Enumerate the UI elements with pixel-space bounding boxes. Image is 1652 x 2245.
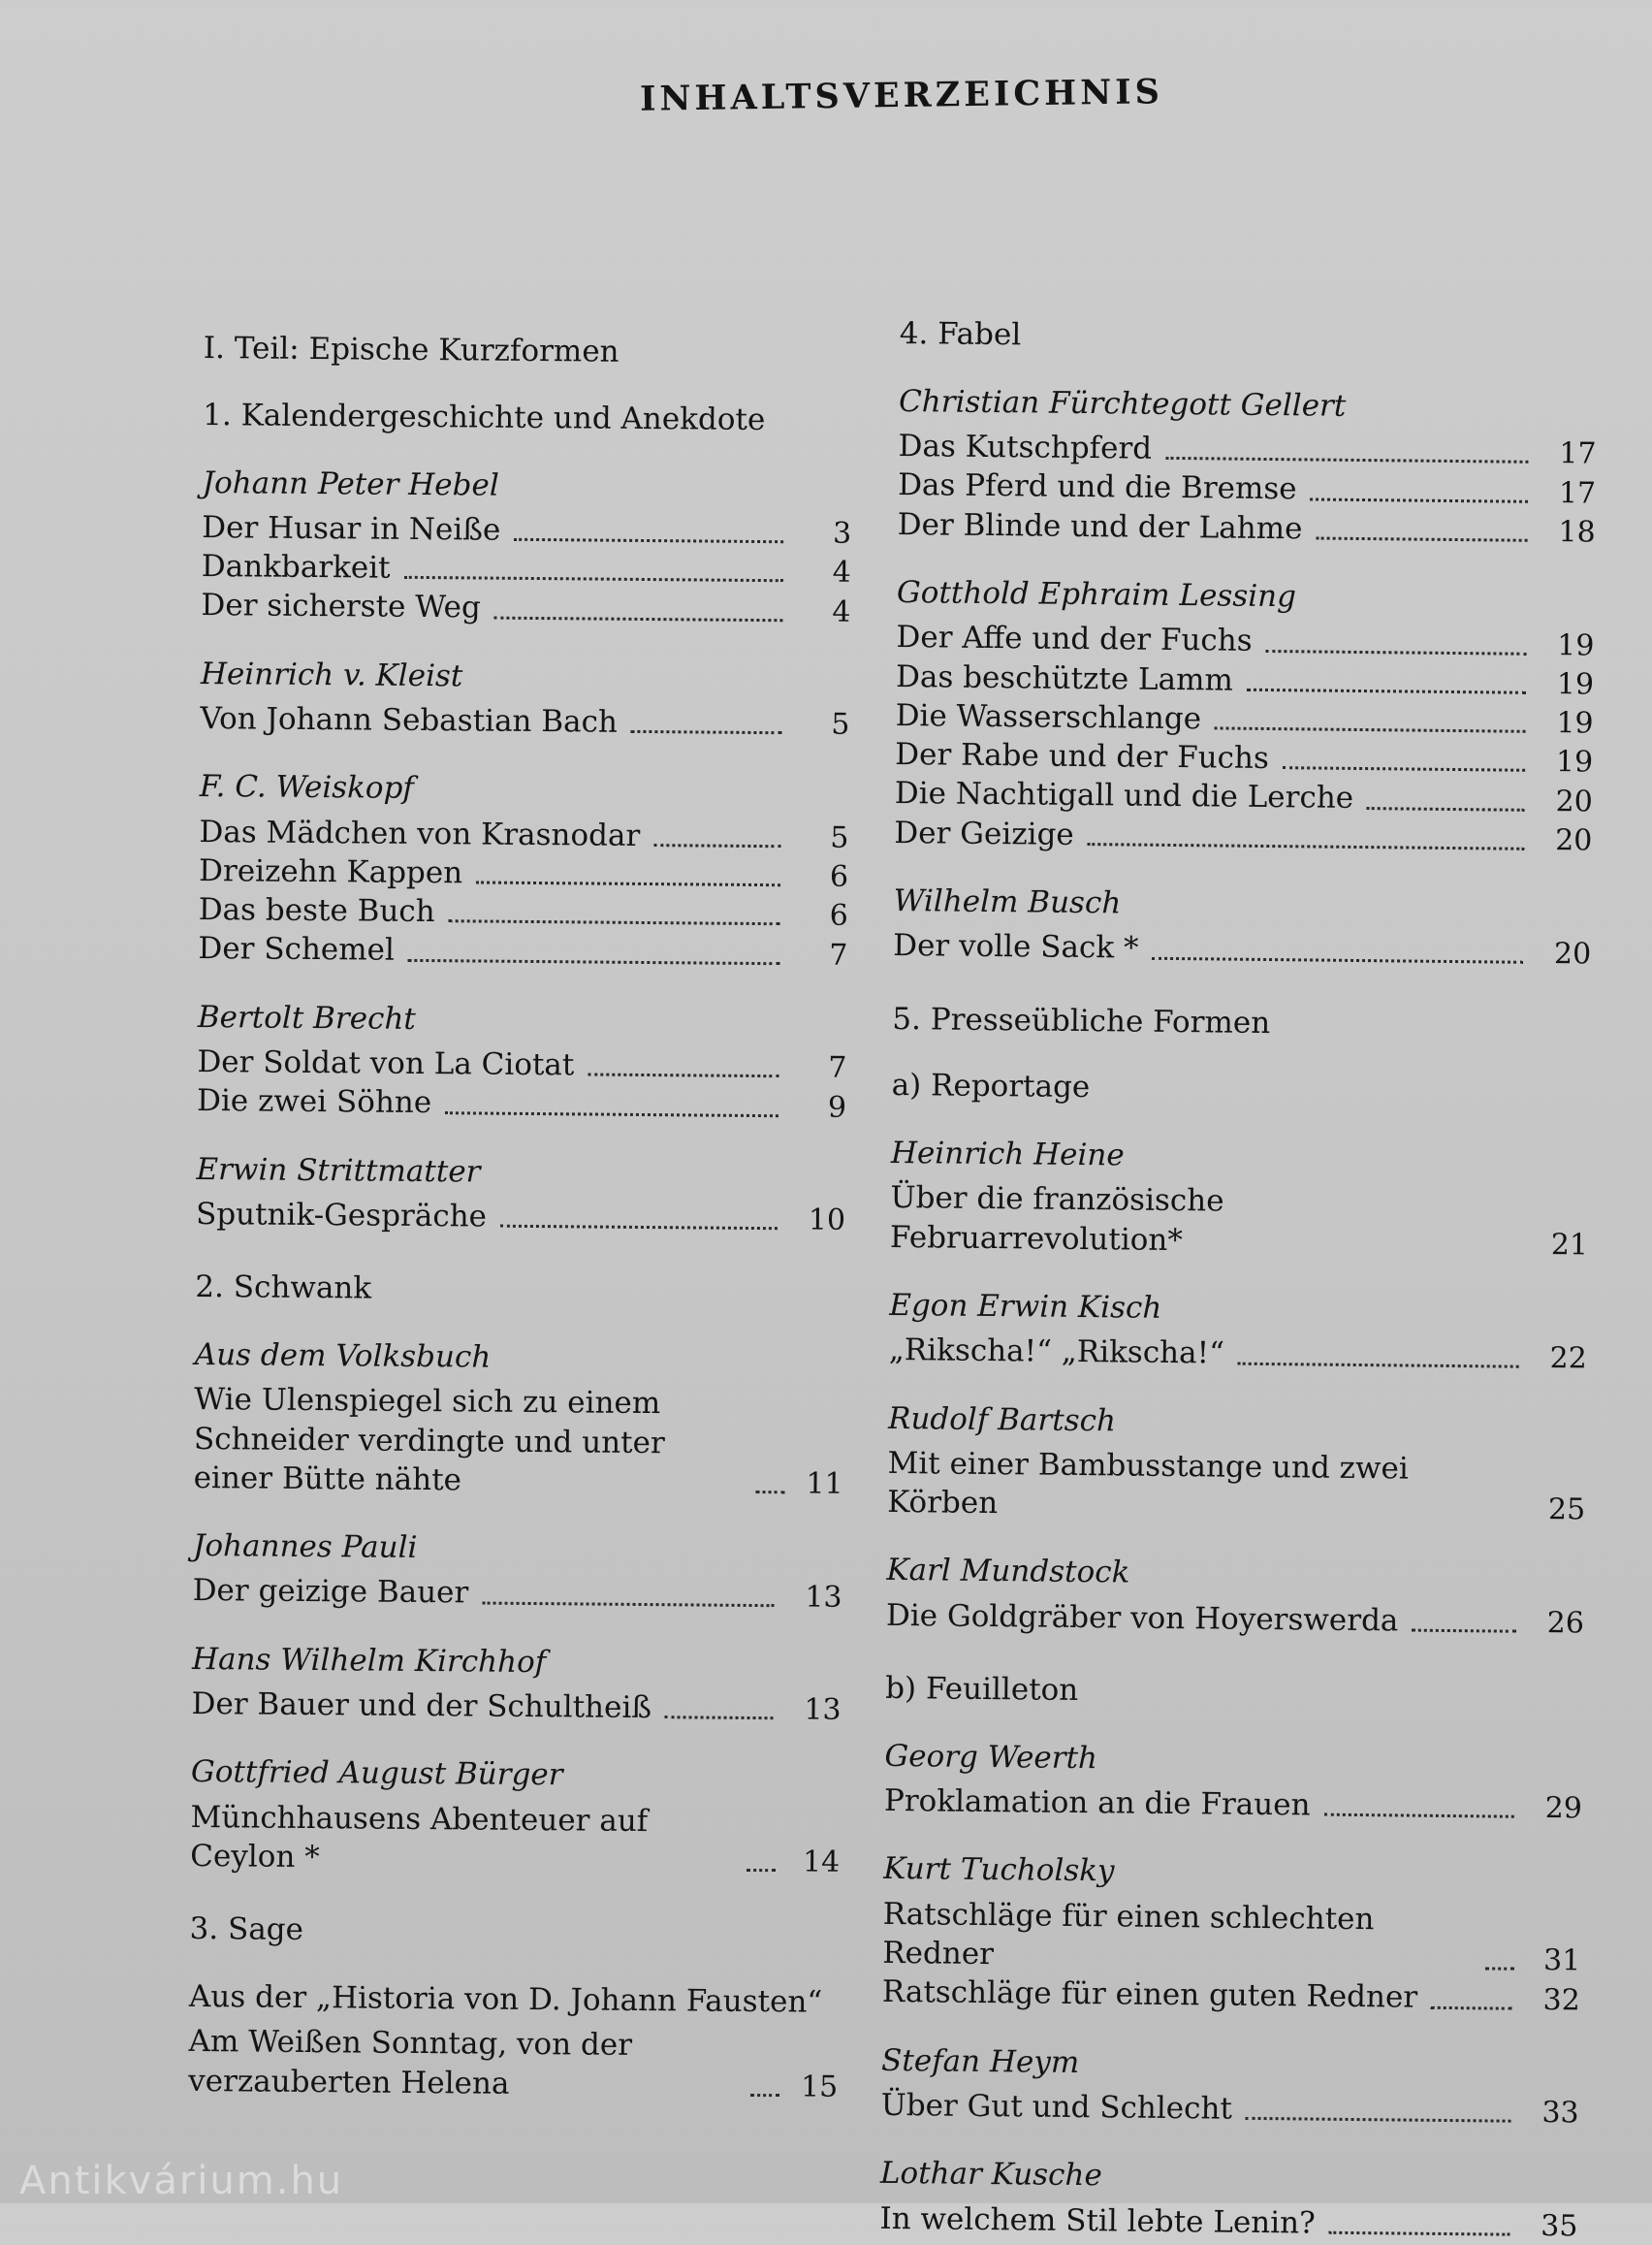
page-number: 6: [802, 897, 848, 935]
toc-entry[interactable]: [193, 1380, 843, 1503]
toc-entry[interactable]: [894, 814, 1592, 860]
toc-entry[interactable]: [890, 1178, 1589, 1264]
entry-title: Von Johann Sebastian Bach: [200, 699, 618, 742]
dot-leader: [1152, 956, 1523, 963]
toc-entry[interactable]: [889, 1331, 1587, 1377]
author-name: Heinrich v. Kleist: [201, 655, 850, 699]
entry-title: Der Geizige: [894, 814, 1074, 854]
author-name: Wilhelm Busch: [893, 882, 1591, 928]
toc-left-column: [188, 330, 853, 2106]
toc-entry[interactable]: [887, 1444, 1586, 1529]
entry-title: Wie Ulenspiegel sich zu einem Schneider verdingte und unter einer Bütte nähte: [193, 1380, 743, 1502]
toc-entry[interactable]: [884, 1781, 1582, 1828]
dot-leader: [755, 1491, 784, 1493]
entry-title: Das beste Buch: [199, 890, 435, 931]
dot-leader: [1485, 1968, 1514, 1971]
author-name: Erwin Strittmatter: [196, 1150, 845, 1195]
author-name: Lothar Kusche: [880, 2154, 1578, 2200]
page-number: 19: [1546, 743, 1593, 782]
entry-title: Der Affe und der Fuchs: [896, 618, 1253, 660]
toc-entry[interactable]: [893, 926, 1591, 973]
page-number: 25: [1542, 1491, 1586, 1528]
entry-title: Die Goldgräber von Hoyerswerda: [886, 1596, 1399, 1641]
dot-leader: [514, 538, 783, 543]
entry-title: Das beschützte Lamm: [896, 657, 1233, 700]
author-name: Christian Fürchtegott Gellert: [899, 382, 1597, 429]
toc-entry[interactable]: [199, 813, 848, 857]
toc-entry[interactable]: [199, 890, 848, 935]
page-title: INHALTSVERZEICHNIS: [0, 63, 1652, 128]
entry-title: Ratschläge für einen guten Redner: [882, 1972, 1418, 2017]
entry-title: Sputnik-Gespräche: [196, 1195, 487, 1236]
dot-leader: [1238, 1362, 1519, 1367]
page-number: 21: [1544, 1226, 1588, 1264]
section-heading: I. Teil: Epische Kurzformen: [204, 330, 853, 373]
entry-title: Der volle Sack *: [893, 926, 1139, 968]
entry-title: Das Kutschpferd: [898, 427, 1152, 468]
dot-leader: [408, 959, 780, 965]
page-number: 20: [1544, 935, 1591, 974]
toc-right-column: [879, 315, 1598, 2245]
author-name: F. C. Weiskopf: [200, 767, 849, 812]
page-number: 17: [1549, 434, 1596, 473]
source-title: Aus der „Historia von D. Johann Fausten“: [189, 1977, 839, 2022]
page-number: 9: [800, 1088, 846, 1126]
section-heading: 2. Schwank: [195, 1268, 844, 1312]
toc-entry[interactable]: [190, 1798, 841, 1881]
dot-leader: [1088, 843, 1525, 850]
page-number: 19: [1546, 704, 1593, 743]
dot-leader: [750, 2094, 779, 2097]
page-number: 18: [1548, 513, 1595, 552]
author-name: Gotthold Ephraim Lessing: [897, 573, 1595, 620]
author-name: Johann Peter Hebel: [202, 463, 851, 507]
watermark: Antikvárium.hu: [19, 2159, 343, 2203]
dot-leader: [1246, 2117, 1511, 2123]
toc-entry[interactable]: [192, 1571, 842, 1616]
toc-entry[interactable]: [198, 929, 847, 974]
dot-leader: [476, 882, 780, 887]
entry-title: Der Schemel: [198, 929, 395, 970]
dot-leader: [1367, 807, 1525, 812]
dot-leader: [1316, 536, 1527, 541]
page-number: 19: [1547, 665, 1594, 704]
dot-leader: [1266, 650, 1527, 656]
toc-entry[interactable]: [197, 1042, 846, 1087]
dot-leader: [1165, 457, 1528, 464]
dot-leader: [1311, 497, 1529, 502]
entry-title: Der Soldat von La Ciotat: [197, 1042, 574, 1085]
dot-leader: [403, 576, 782, 582]
page-number: 15: [801, 2068, 839, 2105]
dot-leader: [747, 1869, 776, 1872]
page-number: 5: [803, 706, 849, 744]
toc-entry[interactable]: [886, 1596, 1584, 1643]
page-number: 22: [1541, 1339, 1587, 1378]
page-number: 32: [1534, 1981, 1580, 2020]
author-name: Aus dem Volksbuch: [195, 1335, 844, 1380]
entry-title: Dreizehn Kappen: [199, 851, 462, 893]
toc-entry[interactable]: [898, 505, 1596, 552]
entry-title: Am Weißen Sonntag, von der verzauberten Helena: [188, 2022, 737, 2105]
entry-title: Der sicherste Weg: [201, 586, 481, 627]
toc-entry[interactable]: [197, 1081, 846, 1126]
toc-entry[interactable]: [880, 2086, 1578, 2133]
page-number: 4: [804, 593, 850, 630]
author-name: Karl Mundstock: [886, 1551, 1584, 1597]
dot-leader: [1412, 1629, 1516, 1633]
entry-title: Das Pferd und die Bremse: [898, 465, 1297, 509]
entry-title: Der Blinde und der Lahme: [898, 505, 1303, 549]
author-name: Rudolf Bartsch: [888, 1399, 1586, 1446]
entry-title: Der Husar in Neiße: [202, 508, 500, 550]
page-number: 6: [802, 858, 848, 896]
dot-leader: [588, 1074, 778, 1078]
entry-title: Der Rabe und der Fuchs: [895, 735, 1269, 778]
page-number: 19: [1547, 626, 1594, 665]
toc-entry[interactable]: [202, 508, 851, 553]
author-name: Egon Erwin Kisch: [889, 1286, 1587, 1332]
author-name: Hans Wilhelm Kirchhof: [192, 1640, 842, 1684]
dot-leader: [494, 616, 783, 622]
dot-leader: [449, 920, 780, 926]
author-name: Heinrich Heine: [891, 1134, 1589, 1180]
toc-entry[interactable]: [879, 2198, 1577, 2245]
dot-leader: [653, 844, 780, 848]
page-number: 7: [800, 1049, 846, 1087]
entry-title: Die Wasserschlange: [895, 696, 1201, 739]
toc-entry[interactable]: [196, 1195, 845, 1239]
page-number: 33: [1532, 2094, 1578, 2133]
toc-entry[interactable]: [200, 699, 849, 744]
page-number: 31: [1536, 1941, 1581, 1979]
dot-leader: [1431, 2005, 1512, 2009]
entry-title: Mit einer Bambusstange und zwei Körben: [887, 1444, 1479, 1528]
section-heading: 1. Kalendergeschichte und Anekdote: [203, 397, 852, 440]
entry-title: Münchhausens Abenteuer auf Ceylon *: [190, 1798, 734, 1880]
section-heading: 5. Presseübliche Formen: [892, 1001, 1590, 1045]
dot-leader: [500, 1225, 778, 1230]
entry-title: Über Gut und Schlecht: [880, 2086, 1232, 2129]
dot-leader: [631, 730, 782, 734]
author-name: Stefan Heym: [881, 2041, 1579, 2088]
entry-title: Dankbarkeit: [202, 547, 391, 588]
author-name: Johannes Pauli: [193, 1526, 842, 1571]
toc-entry[interactable]: [188, 2022, 839, 2105]
toc-entry[interactable]: [882, 1895, 1581, 1980]
page-number: 20: [1546, 783, 1593, 821]
dot-leader: [445, 1111, 778, 1117]
page-number: 5: [802, 818, 848, 856]
page-number: 29: [1536, 1789, 1582, 1828]
section-heading: b) Feuilleton: [885, 1670, 1583, 1715]
entry-title: Proklamation an die Frauen: [884, 1781, 1311, 1825]
page-number: 20: [1545, 821, 1592, 860]
page-number: 17: [1549, 474, 1596, 513]
page-number: 26: [1538, 1604, 1584, 1643]
page-number: 13: [794, 1691, 841, 1729]
section-heading: 3. Sage: [189, 1910, 839, 1954]
author-name: Georg Weerth: [884, 1737, 1582, 1783]
dot-leader: [1323, 1813, 1513, 1818]
entry-title: Der Bauer und der Schultheiß: [191, 1684, 651, 1727]
page-number: 3: [805, 515, 851, 553]
entry-title: Die zwei Söhne: [197, 1081, 431, 1122]
page-number: 13: [795, 1578, 842, 1616]
section-heading: 4. Fabel: [900, 315, 1598, 360]
entry-title: Ratschläge für einen schlechten Redner: [882, 1895, 1473, 1979]
toc-entry[interactable]: [191, 1684, 841, 1729]
entry-title: Der geizige Bauer: [192, 1571, 468, 1613]
toc-entry[interactable]: [199, 851, 848, 896]
dot-leader: [482, 1601, 774, 1607]
author-name: Kurt Tucholsky: [883, 1849, 1581, 1896]
entry-title: Die Nachtigall und die Lerche: [895, 774, 1354, 818]
page-number: 14: [797, 1844, 840, 1881]
toc-entry[interactable]: [202, 547, 851, 592]
dot-leader: [665, 1716, 774, 1720]
page-number: 35: [1531, 2207, 1577, 2245]
page-number: 11: [806, 1465, 843, 1503]
dot-leader: [1247, 689, 1526, 694]
author-name: Gottfried August Bürger: [191, 1752, 841, 1797]
entry-title: Über die französische Februarrevolution*: [890, 1178, 1481, 1263]
page-number: 4: [805, 554, 851, 592]
section-heading: a) Reportage: [891, 1067, 1589, 1111]
toc-entry[interactable]: [882, 1972, 1580, 2019]
entry-title: In welchem Stil lebte Lenin?: [879, 2198, 1316, 2242]
dot-leader: [1329, 2231, 1510, 2236]
dot-leader: [1215, 727, 1526, 733]
entry-title: „Rikscha!“ „Rikscha!“: [889, 1331, 1225, 1373]
entry-title: Das Mädchen von Krasnodar: [199, 813, 640, 855]
page-number: 10: [799, 1202, 845, 1239]
author-name: Bertolt Brecht: [198, 998, 847, 1042]
dot-leader: [1283, 767, 1525, 773]
toc-entry[interactable]: [201, 586, 850, 630]
page-number: 7: [801, 936, 847, 974]
